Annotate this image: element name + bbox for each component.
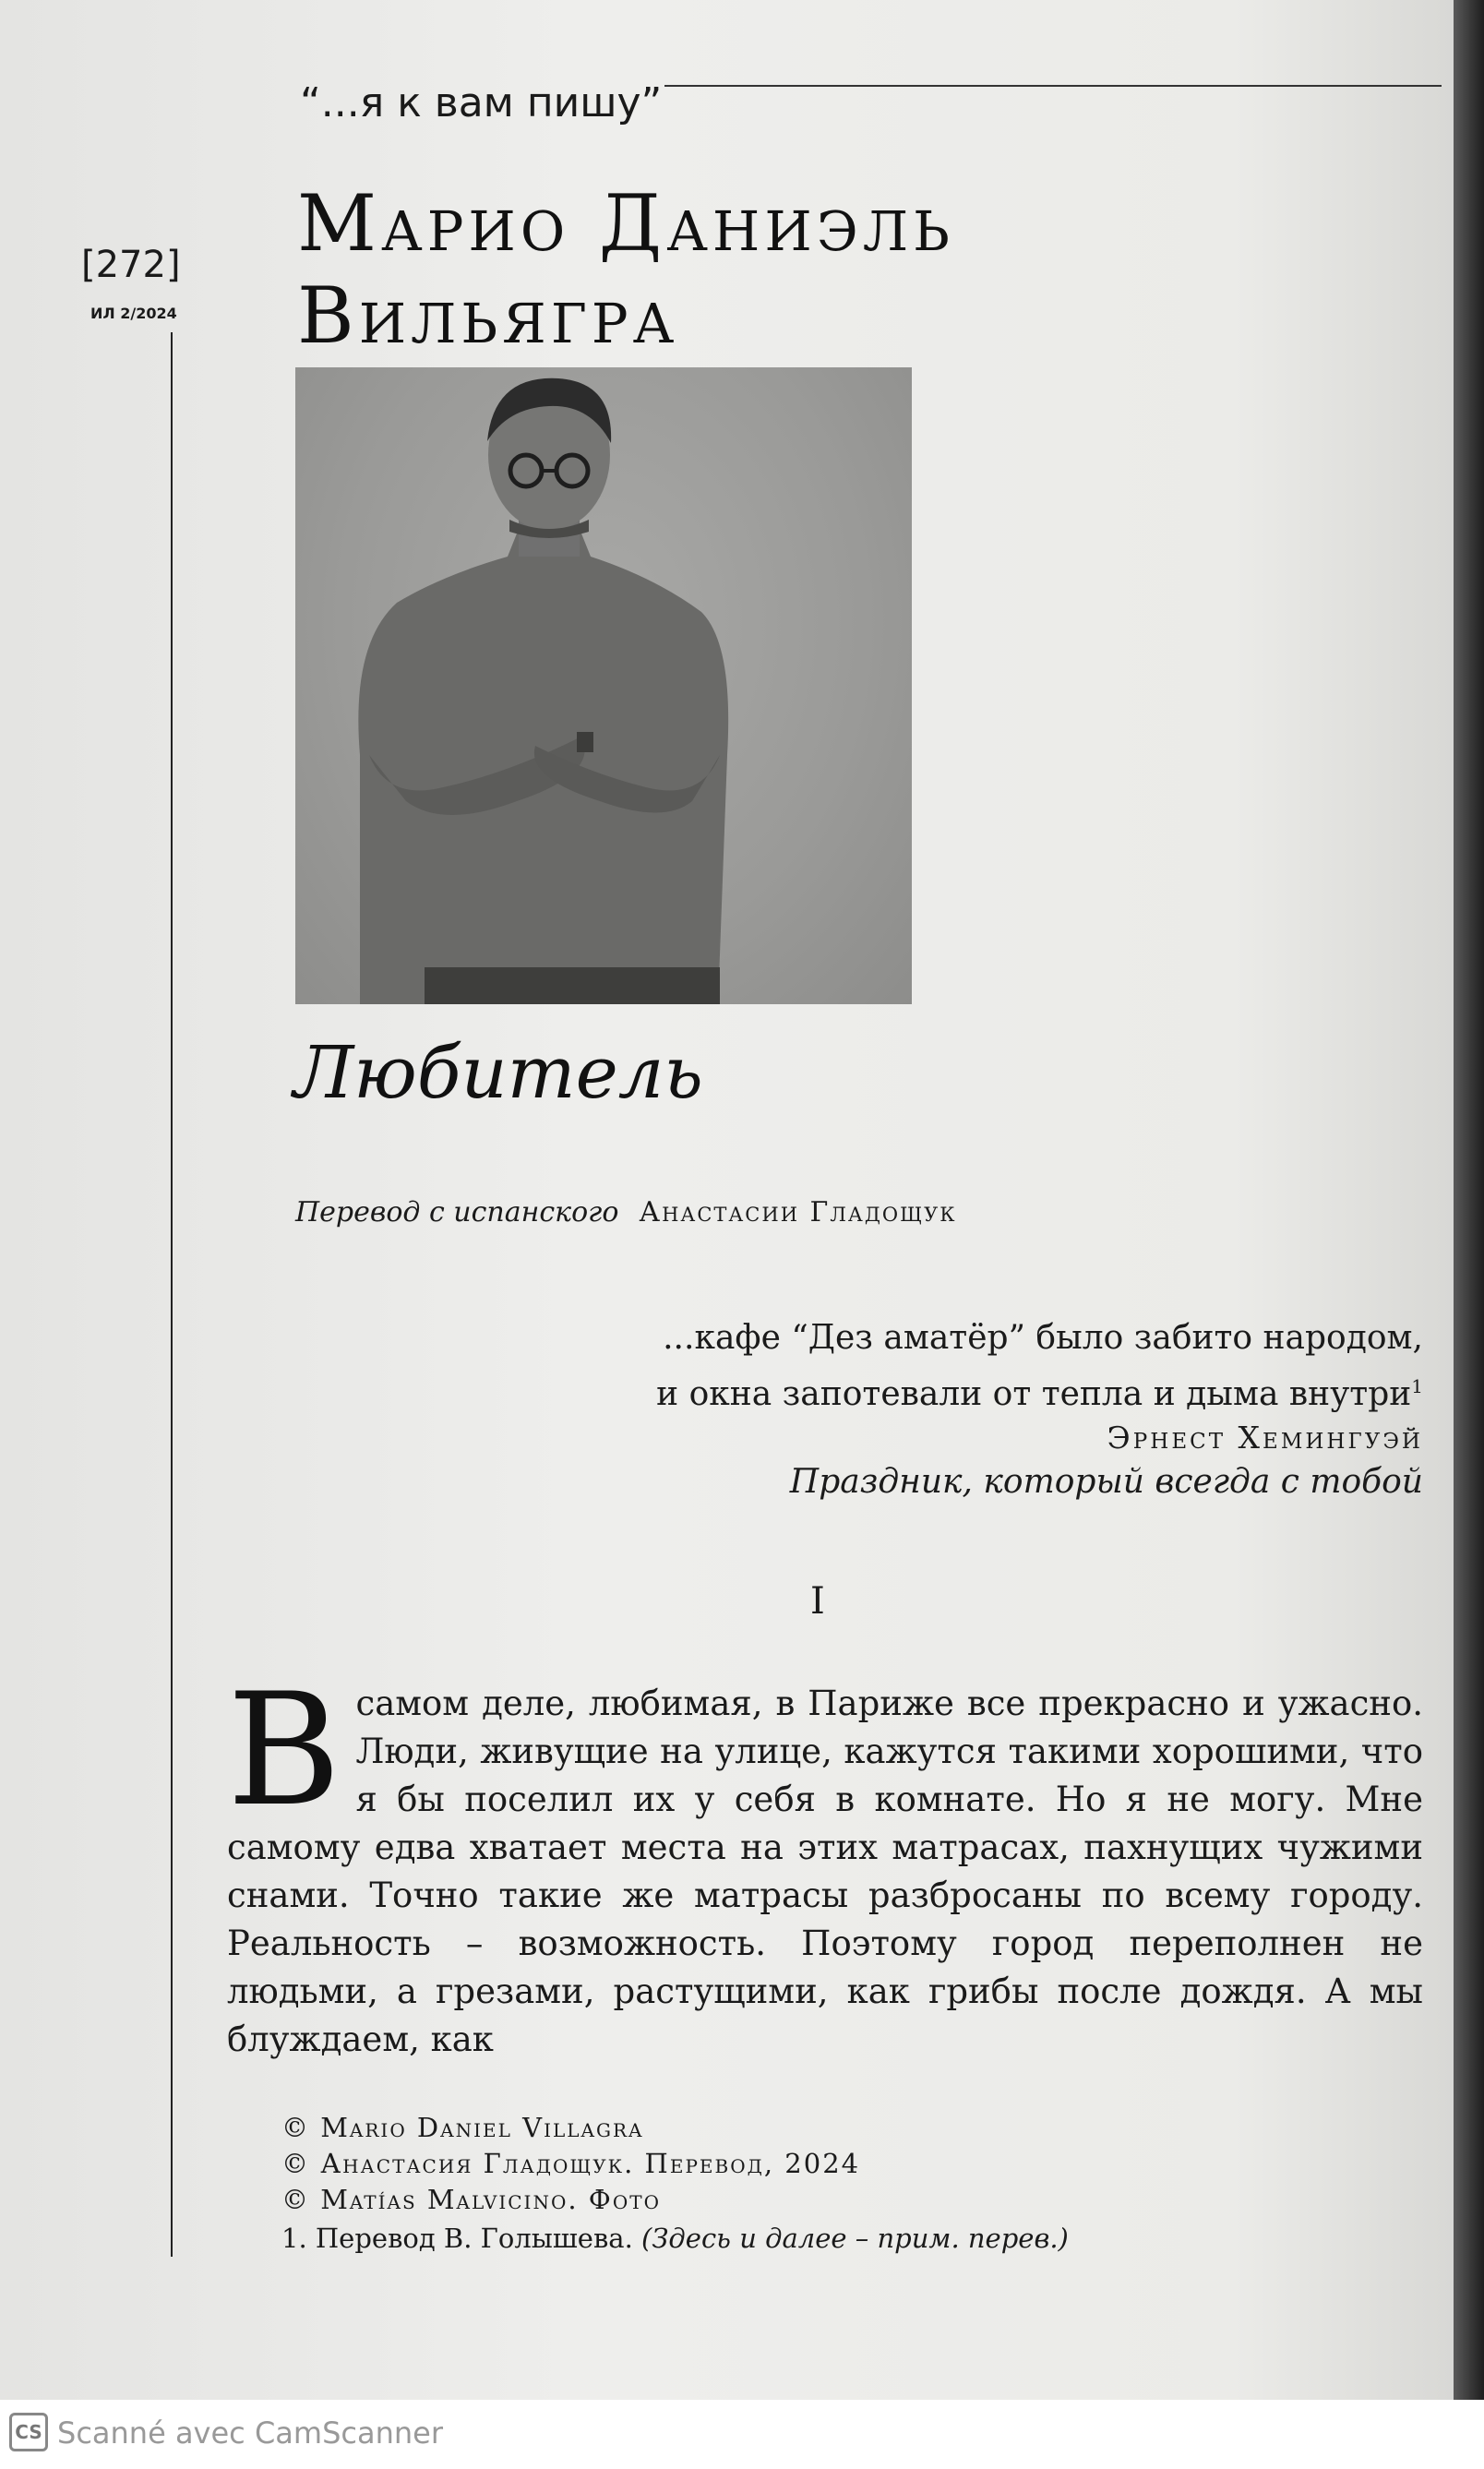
page-number: [272]	[81, 244, 181, 286]
page-edge-shadow	[1454, 0, 1484, 2469]
epigraph-line: ...кафе “Дез аматёр” было забито народом,	[663, 1319, 1423, 1357]
epigraph-line: и окна запотевали от тепла и дыма внутри$^1$	[656, 1375, 1423, 1413]
story-title: Любитель	[293, 1032, 703, 1115]
margin-rule	[171, 332, 173, 2257]
body-text	[227, 1660, 1423, 2064]
rubric: “...я к вам пишу”	[300, 79, 663, 126]
author-last-name: Вильягра	[297, 270, 679, 361]
translation-label: Перевод с испанского	[295, 1196, 619, 1229]
section-number: I	[810, 1580, 825, 1623]
footnote-note: (Здесь и далее – прим. перев.)	[641, 2223, 1069, 2254]
author-photo-figure	[295, 367, 912, 1004]
author-first-name: Марио Даниэль	[297, 178, 954, 269]
translation-credit	[295, 1196, 957, 1229]
copyright-line: © Mario Daniel Villagra	[281, 2112, 644, 2143]
issue-label: ИЛ 2/2024	[90, 305, 177, 322]
epigraph-source: Праздник, который всегда с тобой	[789, 1463, 1423, 1501]
copyright-block	[281, 2110, 860, 2218]
drop-cap: В	[227, 1660, 341, 1840]
header-rule	[664, 85, 1442, 87]
footnote	[281, 2223, 1069, 2254]
translator-name: Анастасии Гладощук	[639, 1196, 957, 1229]
epigraph	[592, 1314, 1423, 1419]
footnote-text: 1. Перевод В. Голышева.	[281, 2223, 633, 2254]
camscanner-logo-icon: CS	[9, 2413, 48, 2451]
footnote-mark: 1	[1411, 1375, 1423, 1397]
copyright-line: © Анастасия Гладощук. Перевод, 2024	[281, 2148, 861, 2179]
author-photo	[295, 367, 912, 1004]
author-name	[297, 177, 954, 362]
copyright-line: © Matías Malvicino. Фото	[281, 2184, 661, 2215]
body-paragraph: самом деле, любимая, в Париже все прекрасно и ужасно. Люди, живущие на улице, кажутся такими хорошими, что я бы поселил их у себя в комнате. Но я не могу. Мне самому едва хватает места на этих матрасах, пахнущих чужими снами. Точно такие же матрасы разбросаны по всему городу. Реальность – возможность. Поэтому город переполнен не людьми, а грезами, растущими, как грибы после дождя. А мы блуждаем, как	[227, 1684, 1423, 2059]
scanner-watermark: Scanné avec CamScanner	[57, 2415, 443, 2451]
epigraph-author: Эрнест Хемингуэй	[1107, 1420, 1423, 1456]
